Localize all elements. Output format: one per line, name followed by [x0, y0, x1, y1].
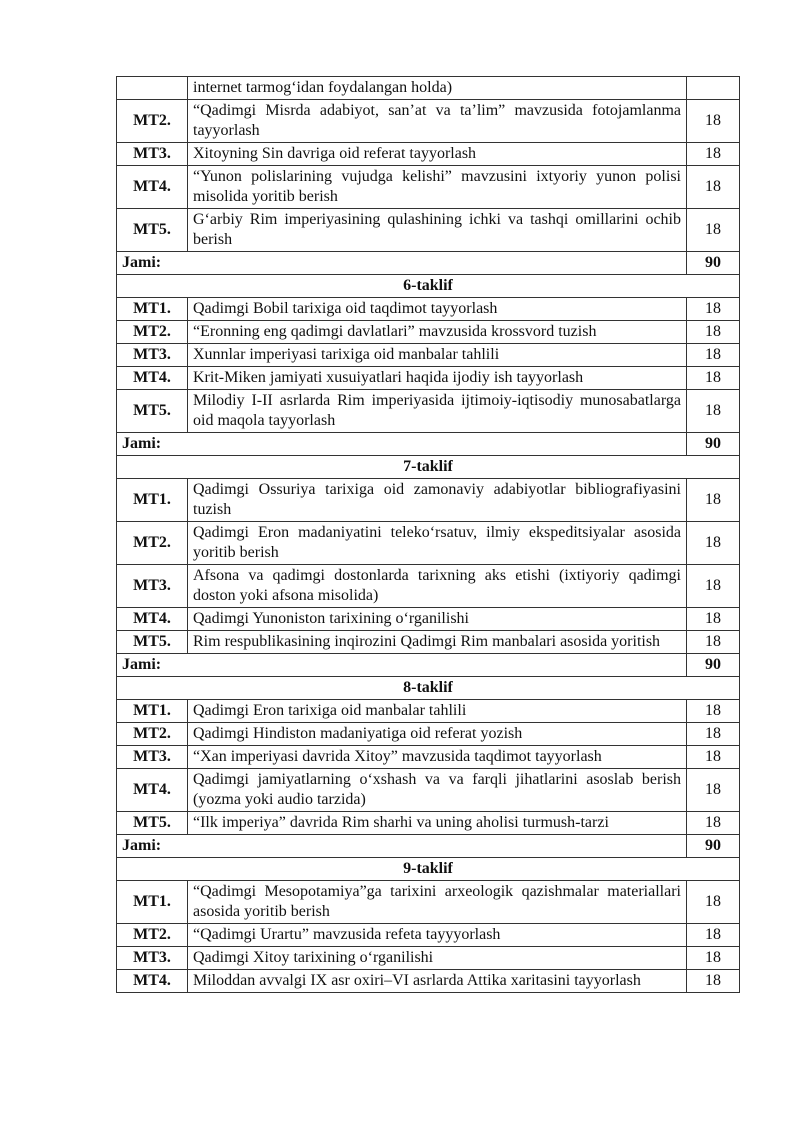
description-cell: Rim respublikasining inqirozini Qadimgi Rim manbalari asosida yoritish [188, 631, 687, 654]
table-row [117, 166, 740, 209]
total-row [117, 433, 740, 456]
code-cell: MT4. [117, 367, 188, 390]
total-label: Jami: [117, 835, 687, 858]
table-row [117, 298, 740, 321]
hours-cell: 18 [687, 812, 740, 835]
description-cell: Afsona va qadimgi dostonlarda tarixning aks etishi (ixtiyoriy qadimgi doston yoki afsona misolida) [188, 565, 687, 608]
table-row [117, 700, 740, 723]
table-row [117, 970, 740, 993]
code-cell: MT4. [117, 769, 188, 812]
code-cell: MT2. [117, 723, 188, 746]
hours-cell: 18 [687, 479, 740, 522]
table-row [117, 390, 740, 433]
hours-cell: 18 [687, 565, 740, 608]
table-row [117, 209, 740, 252]
code-cell: MT4. [117, 970, 188, 993]
table-row [117, 924, 740, 947]
description-cell: “Yunon polislarining vujudga kelishi” mavzusini ixtyoriy yunon polisi misolida yoritib berish [188, 166, 687, 209]
table-row [117, 881, 740, 924]
table-row [117, 77, 740, 100]
code-cell: MT2. [117, 924, 188, 947]
hours-cell: 18 [687, 390, 740, 433]
code-cell: MT4. [117, 166, 188, 209]
section-header-row [117, 677, 740, 700]
description-cell: “Qadimgi Urartu” mavzusida refeta tayyyorlash [188, 924, 687, 947]
hours-cell: 18 [687, 298, 740, 321]
table-row [117, 769, 740, 812]
section-title: 8-taklif [117, 677, 740, 700]
hours-cell: 18 [687, 881, 740, 924]
hours-cell: 18 [687, 970, 740, 993]
description-cell: “Qadimgi Mesopotamiya”ga tarixini arxeologik qazishmalar materiallari asosida yoritib berish [188, 881, 687, 924]
assignment-table [116, 76, 740, 993]
table-row [117, 608, 740, 631]
description-cell: Qadimgi Bobil tarixiga oid taqdimot tayyorlash [188, 298, 687, 321]
hours-cell: 18 [687, 947, 740, 970]
section-header-row [117, 858, 740, 881]
total-value: 90 [687, 252, 740, 275]
code-cell: MT1. [117, 881, 188, 924]
description-cell: “Qadimgi Misrda adabiyot, san’at va ta’lim” mavzusida fotojamlanma tayyorlash [188, 100, 687, 143]
hours-cell: 18 [687, 209, 740, 252]
total-label: Jami: [117, 252, 687, 275]
code-cell: MT3. [117, 143, 188, 166]
code-cell: MT4. [117, 608, 188, 631]
description-cell: G‘arbiy Rim imperiyasining qulashining ichki va tashqi omillarini ochib berish [188, 209, 687, 252]
hours-cell: 18 [687, 143, 740, 166]
total-label: Jami: [117, 654, 687, 677]
code-cell: MT5. [117, 812, 188, 835]
description-cell: Qadimgi Ossuriya tarixiga oid zamonaviy adabiyotlar bibliografiyasini tuzish [188, 479, 687, 522]
description-cell: “Xan imperiyasi davrida Xitoy” mavzusida taqdimot tayyorlash [188, 746, 687, 769]
code-cell: MT5. [117, 631, 188, 654]
section-title: 9-taklif [117, 858, 740, 881]
code-cell: MT3. [117, 947, 188, 970]
description-cell: Miloddan avvalgi IX asr oxiri–VI asrlarda Attika xaritasini tayyorlash [188, 970, 687, 993]
table-row [117, 631, 740, 654]
table-row [117, 565, 740, 608]
total-value: 90 [687, 654, 740, 677]
total-row [117, 252, 740, 275]
total-value: 90 [687, 835, 740, 858]
table-row [117, 143, 740, 166]
hours-cell: 18 [687, 608, 740, 631]
section-title: 6-taklif [117, 275, 740, 298]
code-cell: MT3. [117, 344, 188, 367]
hours-cell: 18 [687, 367, 740, 390]
section-header-row [117, 275, 740, 298]
description-cell: Milodiy I-II asrlarda Rim imperiyasida ijtimoiy-iqtisodiy munosabatlarga oid maqola tayyorlash [188, 390, 687, 433]
total-row [117, 835, 740, 858]
description-cell: Qadimgi Xitoy tarixining o‘rganilishi [188, 947, 687, 970]
code-cell: MT1. [117, 298, 188, 321]
hours-cell: 18 [687, 344, 740, 367]
hours-cell: 18 [687, 769, 740, 812]
code-cell: MT1. [117, 479, 188, 522]
description-cell: Xunnlar imperiyasi tarixiga oid manbalar tahlili [188, 344, 687, 367]
code-cell: MT5. [117, 209, 188, 252]
description-cell: internet tarmog‘idan foydalangan holda) [188, 77, 687, 100]
code-cell: MT3. [117, 746, 188, 769]
hours-cell: 18 [687, 166, 740, 209]
table-row [117, 746, 740, 769]
table-row [117, 367, 740, 390]
description-cell: Qadimgi Eron madaniyatini teleko‘rsatuv, ilmiy ekspeditsiyalar asosida yoritib berish [188, 522, 687, 565]
code-cell: MT1. [117, 700, 188, 723]
total-value: 90 [687, 433, 740, 456]
table-row [117, 723, 740, 746]
table-row [117, 344, 740, 367]
table-row [117, 947, 740, 970]
hours-cell: 18 [687, 746, 740, 769]
table-row [117, 522, 740, 565]
description-cell: “Eronning eng qadimgi davlatlari” mavzusida krossvord tuzish [188, 321, 687, 344]
total-label: Jami: [117, 433, 687, 456]
table-row [117, 100, 740, 143]
description-cell: Qadimgi Eron tarixiga oid manbalar tahlili [188, 700, 687, 723]
code-cell [117, 77, 188, 100]
table-row [117, 479, 740, 522]
hours-cell: 18 [687, 321, 740, 344]
hours-cell [687, 77, 740, 100]
description-cell: Qadimgi jamiyatlarning o‘xshash va va farqli jihatlarini asoslab berish (yozma yoki audio tarzida) [188, 769, 687, 812]
section-title: 7-taklif [117, 456, 740, 479]
code-cell: MT2. [117, 321, 188, 344]
description-cell: Qadimgi Hindiston madaniyatiga oid referat yozish [188, 723, 687, 746]
description-cell: Xitoyning Sin davriga oid referat tayyorlash [188, 143, 687, 166]
section-header-row [117, 456, 740, 479]
hours-cell: 18 [687, 700, 740, 723]
hours-cell: 18 [687, 631, 740, 654]
description-cell: “Ilk imperiya” davrida Rim sharhi va uning aholisi turmush-tarzi [188, 812, 687, 835]
description-cell: Qadimgi Yunoniston tarixining o‘rganilishi [188, 608, 687, 631]
hours-cell: 18 [687, 723, 740, 746]
table-row [117, 321, 740, 344]
hours-cell: 18 [687, 924, 740, 947]
table-row [117, 812, 740, 835]
description-cell: Krit-Miken jamiyati xusuiyatlari haqida ijodiy ish tayyorlash [188, 367, 687, 390]
code-cell: MT3. [117, 565, 188, 608]
code-cell: MT2. [117, 522, 188, 565]
code-cell: MT2. [117, 100, 188, 143]
hours-cell: 18 [687, 100, 740, 143]
hours-cell: 18 [687, 522, 740, 565]
total-row [117, 654, 740, 677]
code-cell: MT5. [117, 390, 188, 433]
table-body [117, 77, 740, 993]
